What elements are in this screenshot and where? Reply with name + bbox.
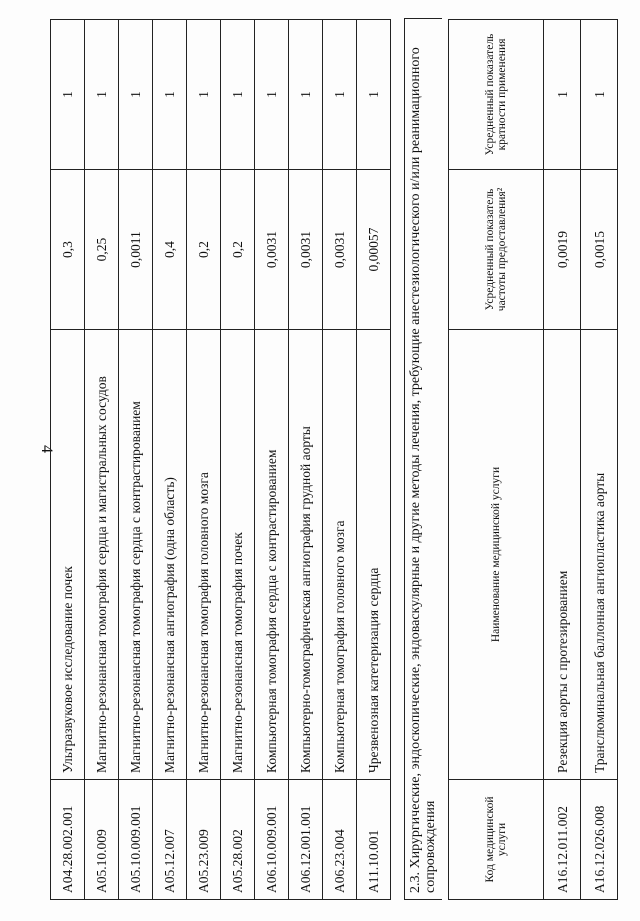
header-mult: Усредненный показатель кратности применения bbox=[449, 20, 544, 170]
cell-name: Магнитно-резонансная томография сердца с контрастированием bbox=[119, 330, 153, 780]
table-row bbox=[153, 20, 187, 900]
cell-name: Магнитно-резонансная томография головного мозга bbox=[187, 330, 221, 780]
table-row bbox=[221, 20, 255, 900]
cell-mult: 1 bbox=[119, 20, 153, 170]
cell-freq: 0,0031 bbox=[289, 170, 323, 330]
cell-name: Ультразвуковое исследование почек bbox=[51, 330, 85, 780]
cell-name: Магнитно-резонансная томография сердца и магистральных сосудов bbox=[85, 330, 119, 780]
cell-code: A06.12.001.001 bbox=[289, 780, 323, 900]
cell-mult: 1 bbox=[187, 20, 221, 170]
cell-freq: 0,2 bbox=[187, 170, 221, 330]
services-table-1 bbox=[50, 20, 391, 900]
header-code: Код медицинской услуги bbox=[449, 780, 544, 900]
table-row bbox=[357, 20, 391, 900]
cell-code: A04.28.002.001 bbox=[51, 780, 85, 900]
table-row bbox=[255, 20, 289, 900]
table-header-row bbox=[449, 20, 544, 900]
cell-name: Транслюминальная баллонная ангиопластика аорты bbox=[581, 330, 618, 780]
page-number: 4 bbox=[38, 445, 55, 453]
cell-code: A11.10.001 bbox=[357, 780, 391, 900]
cell-mult: 1 bbox=[544, 20, 581, 170]
cell-freq: 0,3 bbox=[51, 170, 85, 330]
cell-code: A16.12.011.002 bbox=[544, 780, 581, 900]
cell-name: Компьютерная томография сердца с контрастированием bbox=[255, 330, 289, 780]
table-row bbox=[581, 20, 618, 900]
cell-code: A06.23.004 bbox=[323, 780, 357, 900]
cell-mult: 1 bbox=[581, 20, 618, 170]
cell-mult: 1 bbox=[221, 20, 255, 170]
table-row bbox=[119, 20, 153, 900]
cell-mult: 1 bbox=[51, 20, 85, 170]
cell-name: Компьютерная томография головного мозга bbox=[323, 330, 357, 780]
header-freq: Усредненный показатель частоты предоставления² bbox=[449, 170, 544, 330]
cell-mult: 1 bbox=[323, 20, 357, 170]
section-2-3 bbox=[404, 18, 442, 900]
header-name: Наименование медицинской услуги bbox=[449, 330, 544, 780]
cell-name: Чрезвенозная катетеризация сердца bbox=[357, 330, 391, 780]
section-title: 2.3. Хирургические, эндоскопические, эндоваскулярные и другие методы лечения, требующие анестезиологического и/или реанимационного сопровождения bbox=[408, 47, 438, 893]
cell-mult: 1 bbox=[85, 20, 119, 170]
table-row bbox=[85, 20, 119, 900]
cell-name: Магнитно-резонансная ангиография (одна область) bbox=[153, 330, 187, 780]
cell-freq: 0,4 bbox=[153, 170, 187, 330]
cell-code: A05.23.009 bbox=[187, 780, 221, 900]
cell-mult: 1 bbox=[357, 20, 391, 170]
cell-code: A05.10.009.001 bbox=[119, 780, 153, 900]
cell-mult: 1 bbox=[153, 20, 187, 170]
table-row bbox=[323, 20, 357, 900]
cell-code: A05.28.002 bbox=[221, 780, 255, 900]
cell-freq: 0,0011 bbox=[119, 170, 153, 330]
cell-code: A05.10.009 bbox=[85, 780, 119, 900]
cell-mult: 1 bbox=[289, 20, 323, 170]
table-row bbox=[51, 20, 85, 900]
cell-code: A05.12.007 bbox=[153, 780, 187, 900]
cell-freq: 0,25 bbox=[85, 170, 119, 330]
cell-freq: 0,0019 bbox=[544, 170, 581, 330]
cell-code: A06.10.009.001 bbox=[255, 780, 289, 900]
cell-freq: 0,2 bbox=[221, 170, 255, 330]
rotated-document bbox=[50, 20, 626, 900]
cell-freq: 0,00057 bbox=[357, 170, 391, 330]
cell-name: Магнитно-резонансная томография почек bbox=[221, 330, 255, 780]
cell-name: Компьютерно-томографическая ангиография грудной аорты bbox=[289, 330, 323, 780]
cell-code: A16.12.026.008 bbox=[581, 780, 618, 900]
cell-freq: 0,0031 bbox=[255, 170, 289, 330]
cell-mult: 1 bbox=[255, 20, 289, 170]
table-row bbox=[187, 20, 221, 900]
cell-name: Резекция аорты с протезированием bbox=[544, 330, 581, 780]
table-row bbox=[544, 20, 581, 900]
cell-freq: 0,0031 bbox=[323, 170, 357, 330]
cell-freq: 0,0015 bbox=[581, 170, 618, 330]
table-row bbox=[289, 20, 323, 900]
services-table-2 bbox=[448, 20, 618, 900]
